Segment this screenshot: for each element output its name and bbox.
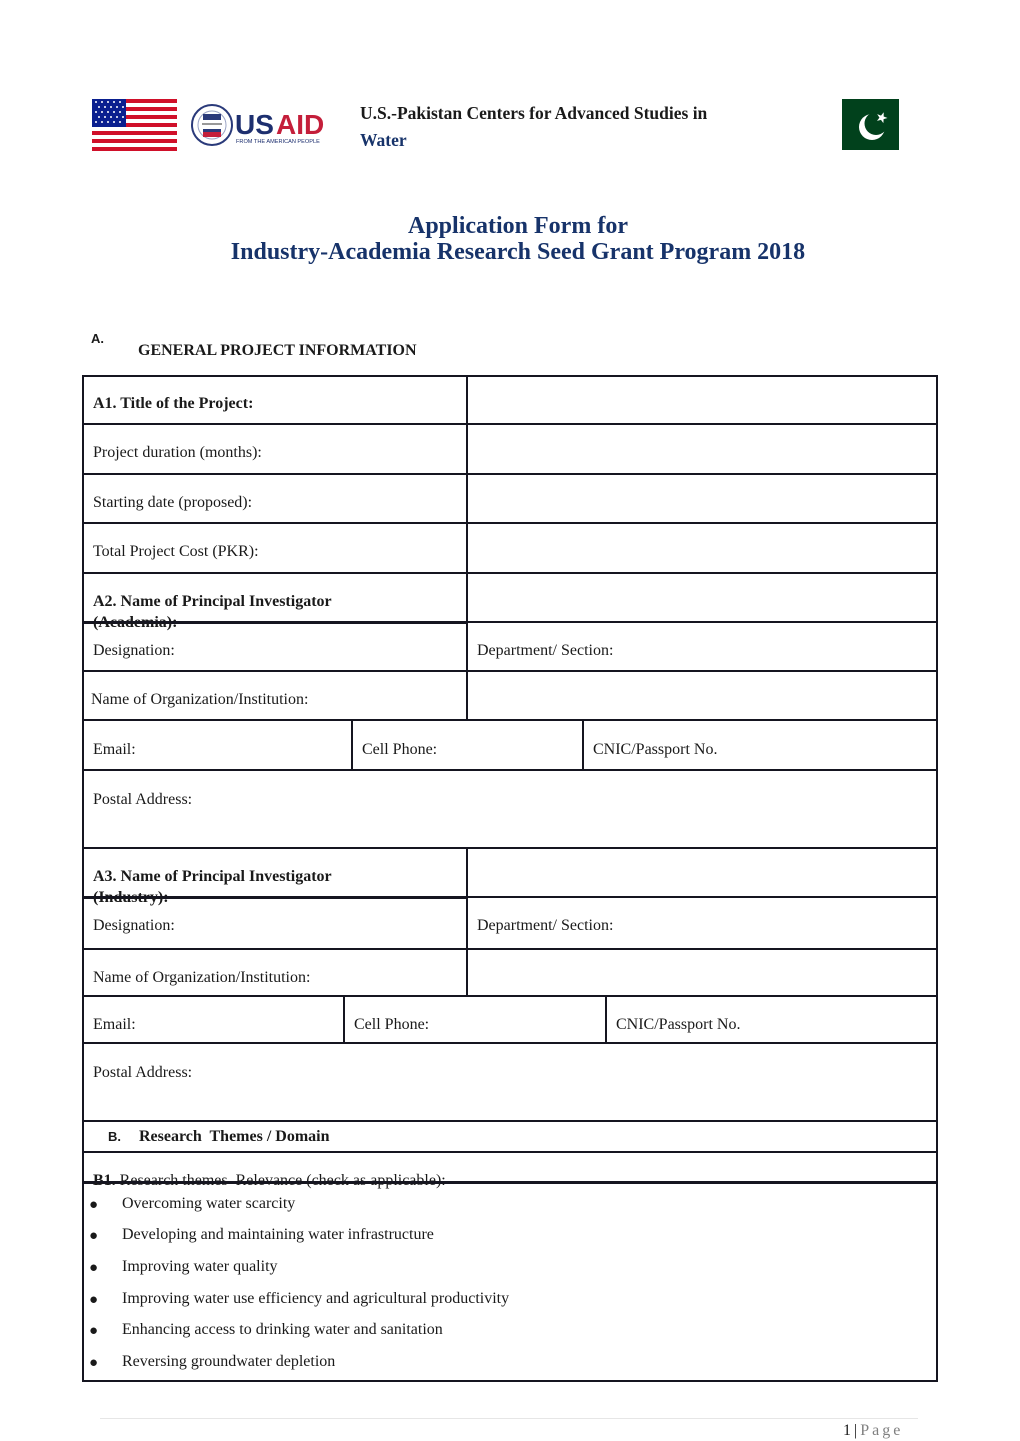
pi-industry-name-input[interactable] bbox=[466, 847, 938, 899]
org-name-line1: U.S.-Pakistan Centers for Advanced Studies in bbox=[360, 103, 708, 123]
organization-label: Name of Organization/Institution: bbox=[91, 691, 309, 708]
industry-postal-address-field[interactable] bbox=[82, 1042, 938, 1122]
duration-input[interactable] bbox=[466, 423, 938, 475]
svg-text:AID: AID bbox=[276, 109, 325, 140]
postal-address-label: Postal Address: bbox=[93, 1064, 193, 1081]
cnic-label: CNIC/Passport No. bbox=[616, 1016, 741, 1033]
department-label: Department/ Section: bbox=[477, 642, 614, 659]
postal-address-label: Postal Address: bbox=[93, 791, 193, 808]
industry-cell-phone-field[interactable] bbox=[343, 995, 607, 1044]
start-date-label-cell bbox=[82, 473, 468, 524]
industry-organization-label-cell bbox=[82, 948, 468, 998]
a2-pi-academia-label-cell bbox=[82, 572, 468, 631]
us-flag-icon bbox=[92, 99, 177, 151]
footer-divider bbox=[100, 1418, 918, 1419]
academia-cell-phone-field[interactable] bbox=[351, 719, 584, 771]
section-b-heading: Research Themes / Domain bbox=[139, 1128, 330, 1145]
b1-label-row bbox=[82, 1151, 938, 1184]
a3-heading-line1: A3. Name of Principal Investigator bbox=[93, 868, 332, 885]
org-name-line2: Water bbox=[360, 130, 407, 150]
academia-cnic-field[interactable] bbox=[582, 719, 938, 771]
title-line1: Application Form for bbox=[408, 213, 628, 239]
a2-heading-line2: (Academia): bbox=[93, 614, 178, 631]
bullet-icon: ● bbox=[89, 1260, 99, 1276]
academia-organization-input[interactable] bbox=[466, 670, 938, 722]
section-a-heading: GENERAL PROJECT INFORMATION bbox=[138, 342, 417, 359]
total-cost-label: Total Project Cost (PKR): bbox=[93, 543, 259, 560]
organization-label: Name of Organization/Institution: bbox=[93, 969, 311, 986]
project-title-input[interactable] bbox=[466, 375, 938, 425]
academia-organization-label-cell bbox=[82, 670, 468, 722]
designation-label: Designation: bbox=[93, 917, 175, 934]
total-cost-label-cell bbox=[82, 522, 468, 574]
bullet-icon: ● bbox=[89, 1292, 99, 1308]
a1-title-label-cell bbox=[82, 375, 468, 425]
page-title bbox=[0, 213, 1020, 265]
svg-text:FROM THE AMERICAN PEOPLE: FROM THE AMERICAN PEOPLE bbox=[236, 139, 320, 145]
industry-organization-input[interactable] bbox=[466, 948, 938, 998]
academia-department-field[interactable] bbox=[466, 621, 938, 672]
duration-label: Project duration (months): bbox=[93, 444, 262, 461]
pi-academia-name-input[interactable] bbox=[466, 572, 938, 624]
bullet-icon: ● bbox=[89, 1355, 99, 1371]
duration-label-cell bbox=[82, 423, 468, 475]
a1-title-label: A1. Title of the Project: bbox=[93, 395, 254, 412]
email-label: Email: bbox=[93, 1016, 136, 1033]
academia-email-field[interactable] bbox=[82, 719, 353, 771]
title-line2: Industry-Academia Research Seed Grant Program 2018 bbox=[230, 239, 806, 265]
email-label: Email: bbox=[93, 741, 136, 758]
svg-text:US: US bbox=[235, 109, 274, 140]
department-label: Department/ Section: bbox=[477, 917, 614, 934]
cnic-label: CNIC/Passport No. bbox=[593, 741, 718, 758]
page-number-value: 1 bbox=[843, 1422, 851, 1439]
pakistan-flag-icon bbox=[842, 99, 899, 150]
start-date-label: Starting date (proposed): bbox=[93, 494, 253, 511]
page-label: Page bbox=[860, 1422, 904, 1439]
table-rule bbox=[82, 1181, 938, 1183]
page-separator: | bbox=[854, 1422, 858, 1439]
section-b-header bbox=[82, 1120, 938, 1153]
total-cost-input[interactable] bbox=[466, 522, 938, 574]
industry-designation-field[interactable] bbox=[82, 896, 468, 950]
section-a-letter: A. bbox=[91, 331, 104, 346]
a3-heading-line2: (Industry): bbox=[93, 889, 169, 906]
start-date-input[interactable] bbox=[466, 473, 938, 524]
cell-phone-label: Cell Phone: bbox=[354, 1016, 430, 1033]
industry-cnic-field[interactable] bbox=[605, 995, 938, 1044]
a3-pi-industry-label-cell bbox=[82, 847, 468, 906]
academia-designation-field[interactable] bbox=[82, 621, 468, 672]
industry-department-field[interactable] bbox=[466, 896, 938, 950]
designation-label: Designation: bbox=[93, 642, 175, 659]
header-organization bbox=[360, 100, 800, 154]
bullet-icon: ● bbox=[89, 1323, 99, 1339]
a2-heading-line1: A2. Name of Principal Investigator bbox=[93, 593, 332, 610]
usaid-logo bbox=[190, 99, 335, 151]
bullet-icon: ● bbox=[89, 1228, 99, 1244]
cell-phone-label: Cell Phone: bbox=[362, 741, 438, 758]
page-number bbox=[843, 1422, 903, 1440]
bullet-icon: ● bbox=[89, 1197, 99, 1213]
academia-postal-address-field[interactable] bbox=[82, 769, 938, 849]
section-b-letter: B. bbox=[108, 1129, 121, 1144]
industry-email-field[interactable] bbox=[82, 995, 345, 1044]
